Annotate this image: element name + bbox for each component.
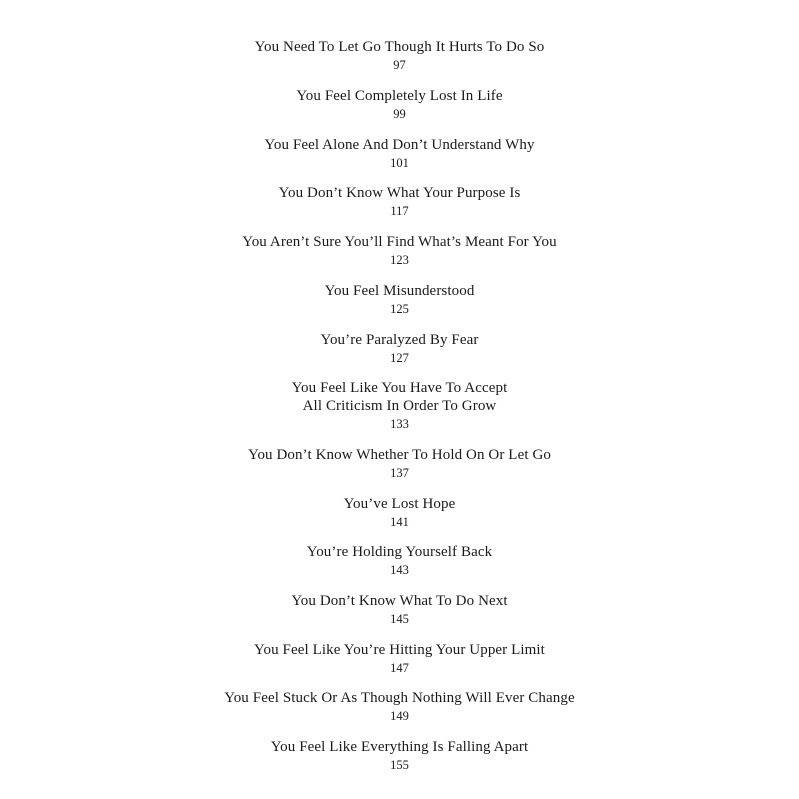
toc-entry-title: You Feel Like You’re Hitting Your Upper Limit — [254, 642, 545, 658]
toc-entry-page: 145 — [390, 612, 409, 626]
toc-entry — [0, 641, 799, 676]
toc-entry — [0, 184, 799, 219]
toc-entry-page: 147 — [390, 661, 409, 675]
toc-entry — [0, 689, 799, 724]
toc-entry — [0, 136, 799, 171]
toc-entry-page: 125 — [390, 302, 409, 316]
toc-entry-title: You Aren’t Sure You’ll Find What’s Meant For You — [242, 234, 557, 250]
toc-entry — [0, 738, 799, 773]
toc-entry-page: 143 — [390, 563, 409, 577]
toc-entry-page: 97 — [393, 58, 406, 72]
toc-entry-page: 99 — [393, 107, 406, 121]
toc-entry-title: You Feel Alone And Don’t Understand Why — [264, 137, 535, 153]
toc-entry — [0, 543, 799, 578]
toc-entry-title: You Feel Stuck Or As Though Nothing Will Ever Change — [224, 690, 575, 706]
toc-entry-page: 133 — [390, 417, 409, 431]
toc-entry-title: You’ve Lost Hope — [343, 496, 456, 512]
toc-entry-page: 155 — [390, 758, 409, 772]
toc-entry-title: You Don’t Know What To Do Next — [291, 593, 508, 609]
toc-entry-title: You Don’t Know Whether To Hold On Or Let Go — [248, 447, 551, 463]
toc-entry — [0, 282, 799, 317]
toc-entry — [0, 379, 799, 432]
toc-entry-title: You Don’t Know What Your Purpose Is — [278, 185, 521, 201]
toc-entry — [0, 495, 799, 530]
toc-entry-page: 101 — [390, 156, 409, 170]
toc-entry-page: 141 — [390, 515, 409, 529]
toc-entry-title-line2: All Criticism In Order To Grow — [302, 398, 497, 414]
toc-entry — [0, 233, 799, 268]
toc-entry-page: 117 — [390, 204, 409, 218]
toc-entry-title: You’re Paralyzed By Fear — [320, 332, 479, 348]
toc-entry-page: 149 — [390, 709, 409, 723]
toc-entry — [0, 87, 799, 122]
toc-entry-title: You Feel Like You Have To Accept — [291, 380, 508, 396]
toc-entry-page: 123 — [390, 253, 409, 267]
toc-entry — [0, 331, 799, 366]
toc-entry-title: You’re Holding Yourself Back — [306, 544, 493, 560]
toc-entry — [0, 38, 799, 73]
toc-entry-page: 137 — [390, 466, 409, 480]
toc-entry — [0, 592, 799, 627]
toc-entry-page: 127 — [390, 351, 409, 365]
toc-entry — [0, 446, 799, 481]
toc-entry-title: You Feel Misunderstood — [324, 283, 475, 299]
toc-entry-title: You Need To Let Go Though It Hurts To Do So — [254, 39, 545, 55]
toc-entry-title: You Feel Completely Lost In Life — [296, 88, 503, 104]
toc-entry-title: You Feel Like Everything Is Falling Apart — [270, 739, 529, 755]
